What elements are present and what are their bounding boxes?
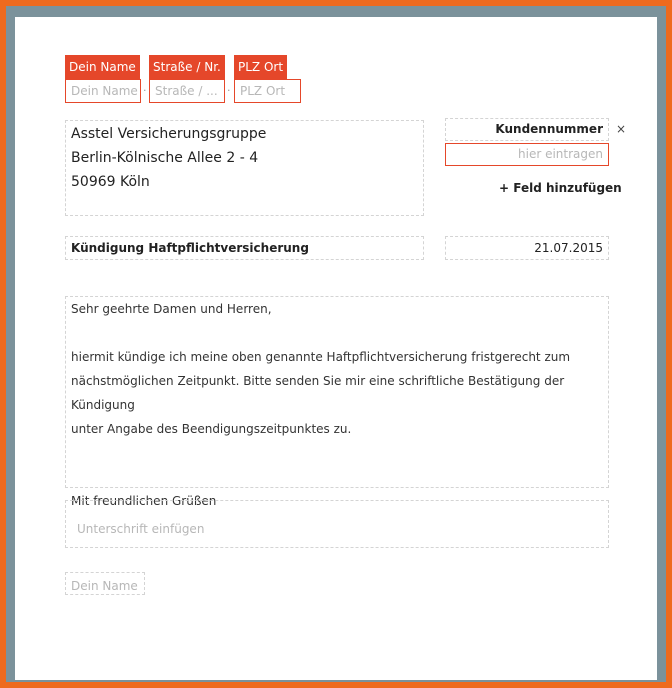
sender-name-input[interactable]: Dein Name [65, 79, 141, 103]
recipient-line-3: 50969 Köln [71, 174, 150, 190]
sender-street-label: Straße / Nr. [149, 55, 225, 79]
recipient-line-1: Asstel Versicherungsgruppe [71, 126, 267, 142]
date-field[interactable]: 21.07.2015 [445, 236, 609, 260]
customer-number-label[interactable]: Kundennummer [445, 118, 609, 141]
sender-name-label: Dein Name [65, 55, 140, 79]
sender-street-input[interactable]: Straße / ... [149, 79, 225, 103]
paragraph-line: nächstmöglichen Zeitpunkt. Bitte senden Sie mir eine schriftliche Bestätigung der Kündigung [71, 374, 565, 412]
letter-body[interactable] [65, 296, 609, 508]
paragraph-line: unter Angabe des Beendigungszeitpunktes zu. [71, 422, 352, 436]
recipient-line-2: Berlin-Kölnische Allee 2 - 4 [71, 150, 259, 166]
salutation: Sehr geehrte Damen und Herren, [71, 302, 272, 316]
letter-page [15, 17, 657, 680]
closing: Mit freundlichen Grüßen [71, 494, 217, 508]
add-field-button[interactable]: + Feld hinzufügen [499, 181, 622, 195]
sender-city-label: PLZ Ort [234, 55, 287, 79]
separator-dot: · [227, 84, 231, 97]
remove-field-icon[interactable]: × [616, 122, 627, 136]
signer-name-placeholder: Dein Name [71, 579, 138, 593]
signature-placeholder: Unterschrift einfügen [77, 522, 205, 536]
subject-field[interactable]: Kündigung Haftpflichtversicherung [65, 236, 424, 260]
recipient-address-box[interactable] [65, 120, 424, 216]
signer-name-field[interactable] [65, 572, 145, 595]
separator-dot: · [143, 84, 147, 97]
signature-box[interactable] [65, 500, 609, 548]
customer-number-input[interactable]: hier eintragen [445, 143, 609, 166]
paragraph-line: hiermit kündige ich meine oben genannte Haftpflichtversicherung fristgerecht zum [71, 350, 571, 364]
sender-city-input[interactable]: PLZ Ort [234, 79, 301, 103]
